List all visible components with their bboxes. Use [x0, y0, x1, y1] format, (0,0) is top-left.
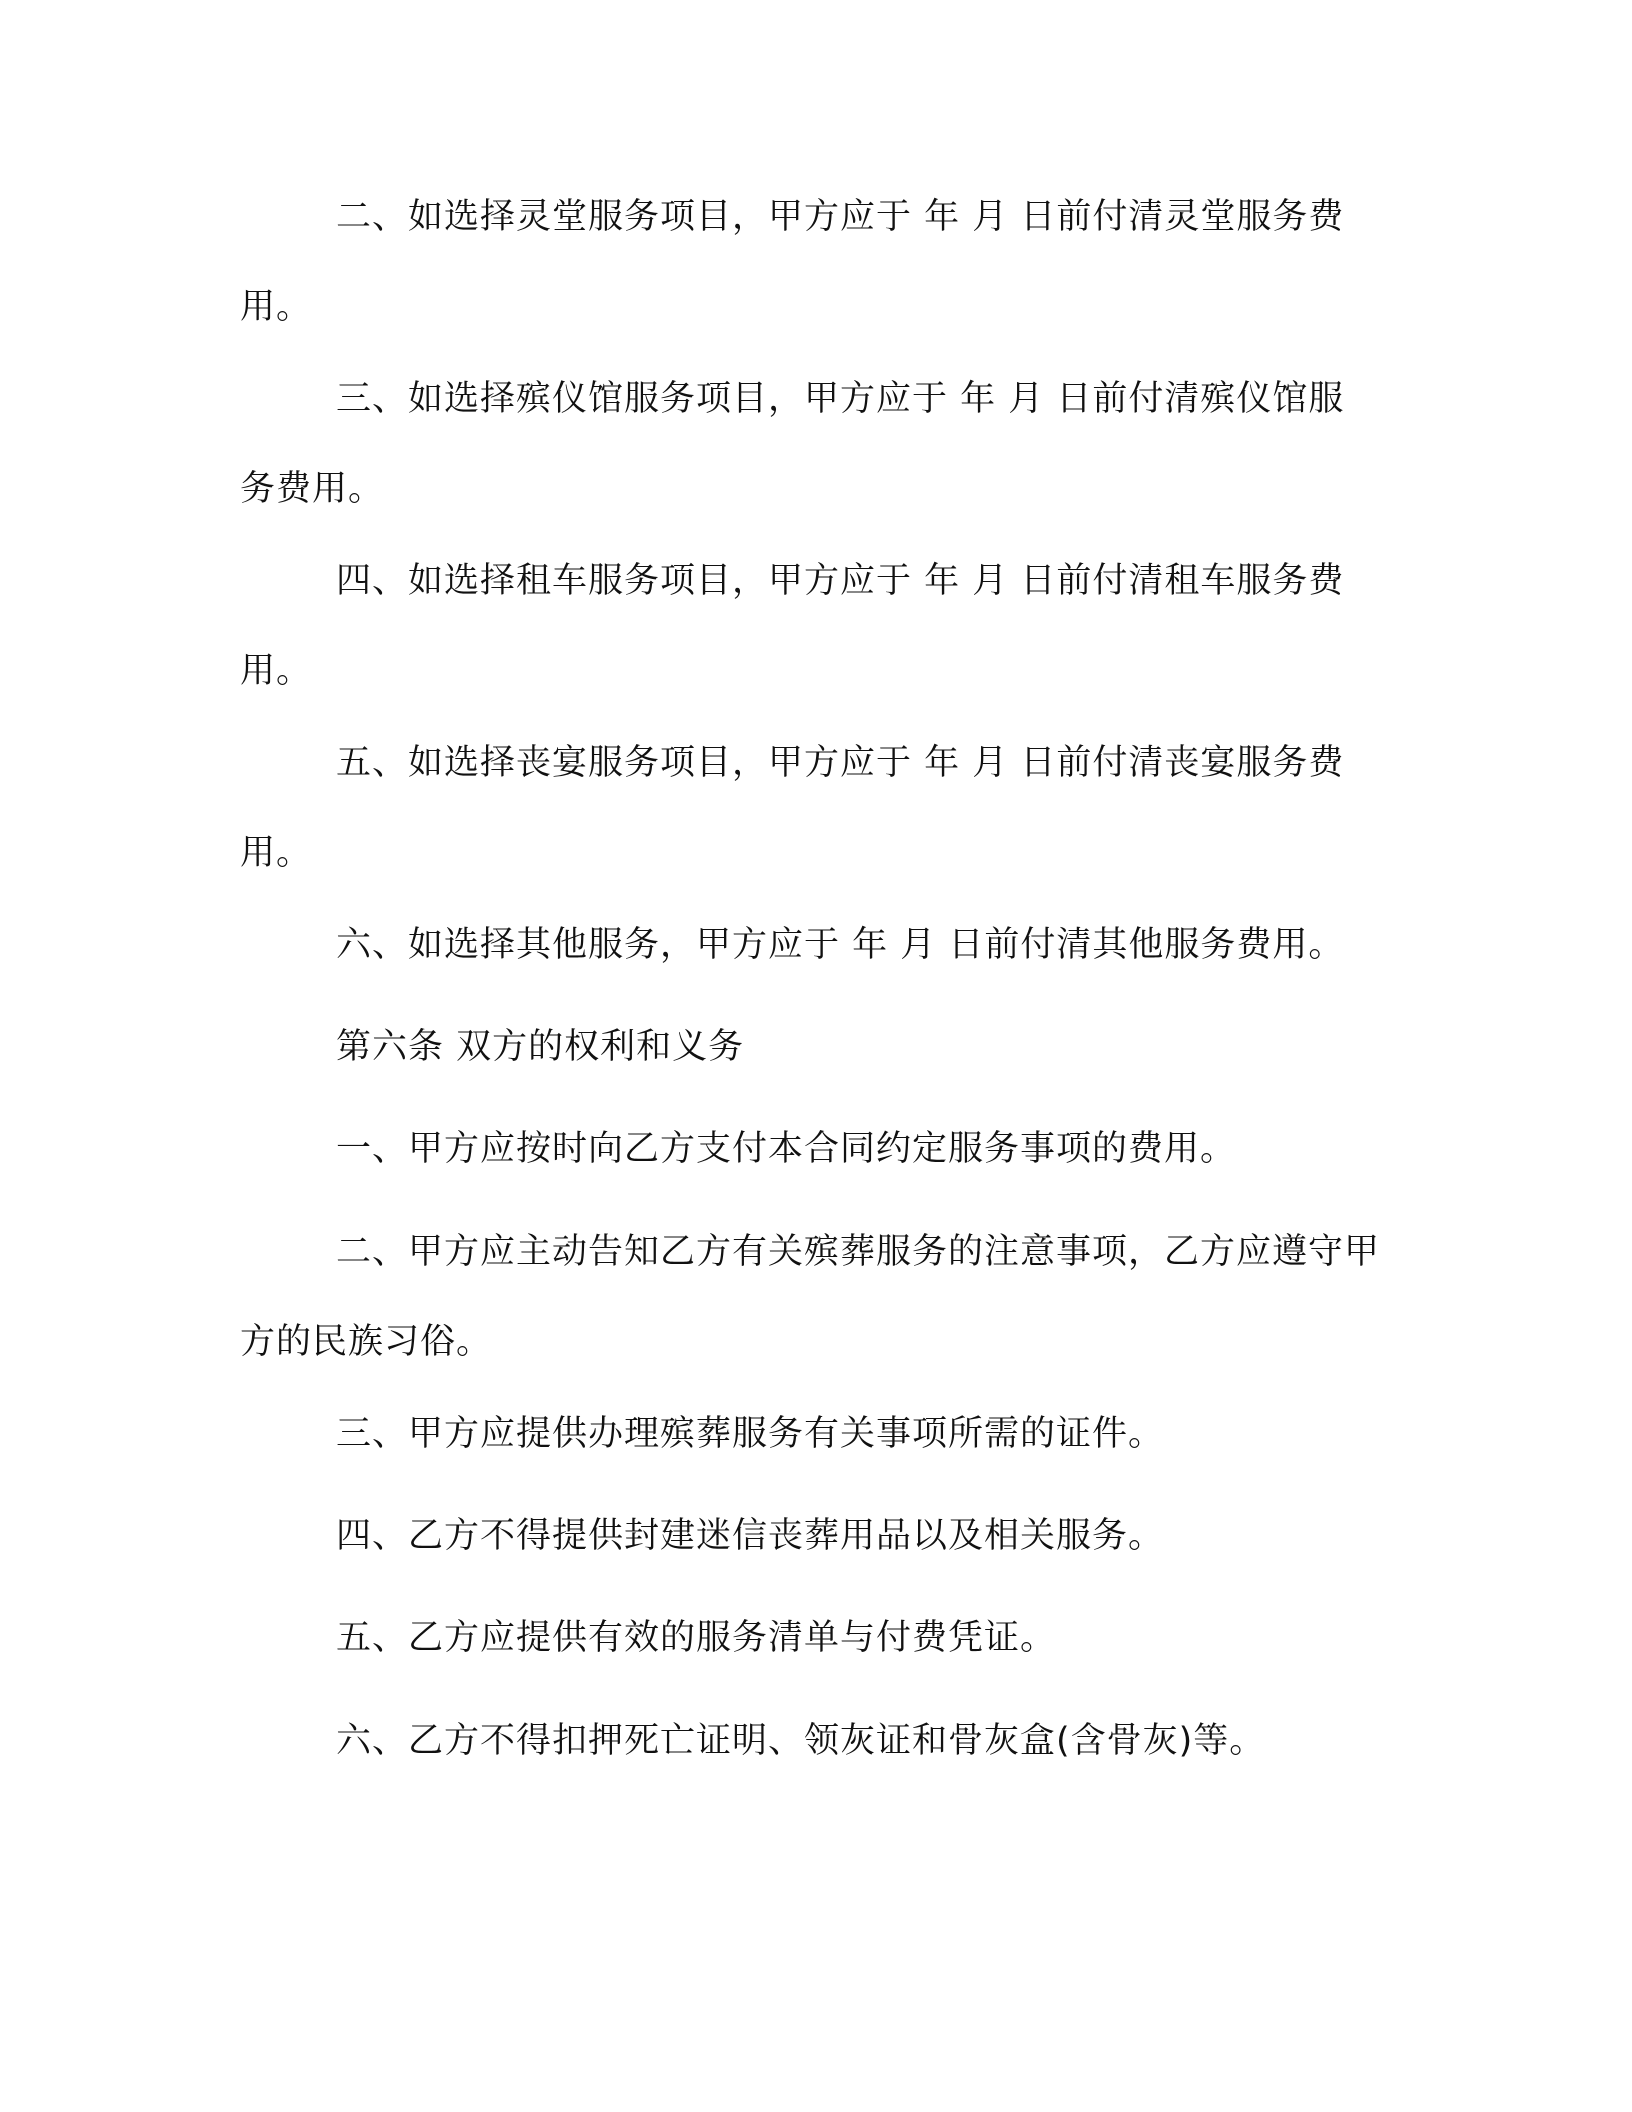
paragraph-obligation-1: 一、甲方应按时向乙方支付本合同约定服务事项的费用。	[336, 1129, 1237, 1169]
paragraph-obligation-6: 六、乙方不得扣押死亡证明、领灰证和骨灰盒(含骨灰)等。	[336, 1721, 1266, 1761]
paragraph-payment-banquet: 五、如选择丧宴服务项目，甲方应于 年 月 日前付清丧宴服务费用。	[240, 743, 1345, 873]
section-heading-rights-obligations: 第六条 双方的权利和义务	[336, 1027, 745, 1067]
paragraph-payment-hall: 二、如选择灵堂服务项目，甲方应于 年 月 日前付清灵堂服务费用。	[240, 197, 1345, 327]
paragraph-payment-funeral-home: 三、如选择殡仪馆服务项目，甲方应于 年 月 日前付清殡仪馆服务费用。	[240, 379, 1345, 509]
paragraph-payment-car-rental: 四、如选择租车服务项目，甲方应于 年 月 日前付清租车服务费用。	[240, 561, 1345, 691]
paragraph-obligation-4: 四、乙方不得提供封建迷信丧葬用品以及相关服务。	[336, 1516, 1165, 1556]
paragraph-obligation-5: 五、乙方应提供有效的服务清单与付费凭证。	[336, 1618, 1057, 1658]
paragraph-obligation-2: 二、甲方应主动告知乙方有关殡葬服务的注意事项，乙方应遵守甲方的民族习俗。	[240, 1232, 1381, 1362]
paragraph-obligation-3: 三、甲方应提供办理殡葬服务有关事项所需的证件。	[336, 1414, 1165, 1454]
paragraph-payment-other: 六、如选择其他服务，甲方应于 年 月 日前付清其他服务费用。	[336, 925, 1345, 965]
